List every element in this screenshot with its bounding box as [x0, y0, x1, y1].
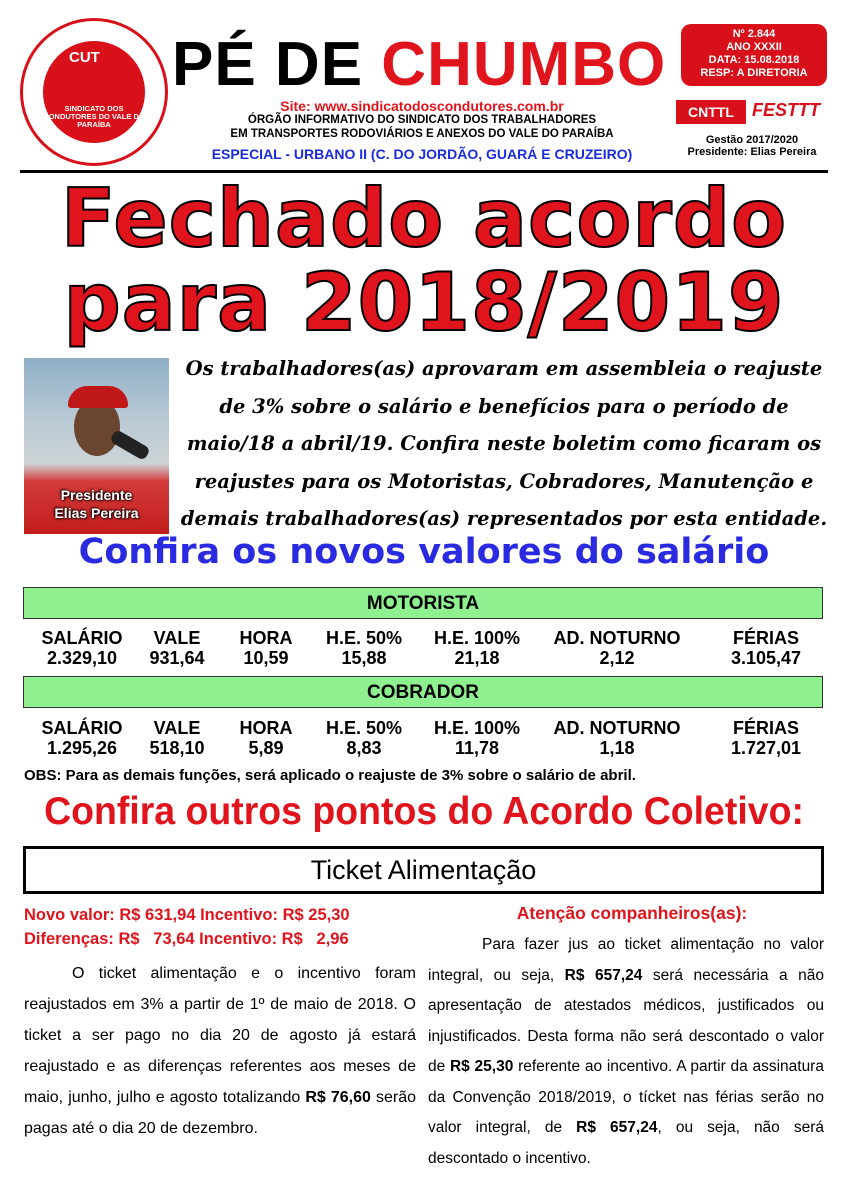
site-link[interactable]: Site: www.sindicatodoscondutores.com.br: [280, 98, 564, 114]
col-value: 10,59: [243, 648, 289, 668]
col-label: AD. NOTURNO: [553, 628, 681, 648]
col-label: VALE: [153, 718, 201, 738]
col-value: 5,89: [248, 738, 284, 758]
photo-caption-line-1: Presidente: [60, 487, 133, 503]
col-label: HORA: [239, 628, 293, 648]
photo-caption-line-2: Elias Pereira: [54, 505, 139, 521]
ticket-title-box: Ticket Alimentação: [23, 846, 824, 894]
col-label: H.E. 50%: [325, 628, 403, 648]
col-value: 21,18: [454, 648, 500, 668]
cobrador-col-noturno: [536, 718, 698, 758]
salary-section-heading: Confira os novos valores do salário: [78, 532, 770, 572]
acordo-section-heading: Confira outros pontos do Acordo Coletivo:: [44, 790, 804, 833]
union-logo: [20, 18, 168, 166]
col-value: 1,18: [599, 738, 635, 758]
diferencas-line: Diferenças: R$ 73,64 Incentivo: R$ 2,96: [24, 930, 349, 948]
col-label: H.E. 100%: [433, 628, 521, 648]
logo-emblem: [43, 41, 145, 143]
obs-note: OBS: Para as demais funções, será aplicado o reajuste de 3% sobre o salário de abril.: [24, 767, 636, 784]
photo-cap: [68, 386, 128, 408]
cobrador-col-hora: [220, 718, 312, 758]
text-run: O ticket alimentação e o incentivo foram reajustados em 3% a partir de 1º de maio de 2018. O ticket a ser pago no dia 20 de agosto já estará reajustado e as diferenças referentes aos meses de maio, junho, julho e agosto totalizando: [24, 965, 416, 1106]
col-label: SALÁRIO: [41, 628, 123, 648]
ticket-paragraph: [24, 958, 416, 1144]
cnttl-logo: CNTTL: [676, 100, 746, 124]
headline-line-2: para 2018/2019: [63, 256, 785, 349]
microphone-icon: [109, 429, 151, 461]
novo-valor-line: Novo valor: R$ 631,94 Incentivo: R$ 25,30: [24, 906, 350, 924]
col-value: 3.105,47: [730, 648, 802, 668]
masthead-title: [172, 30, 672, 100]
motorista-col-hora: [220, 628, 312, 668]
col-value: 1.295,26: [46, 738, 118, 758]
edition-subtitle: ESPECIAL - URBANO II (C. DO JORDÃO, GUARÁ E CRUZEIRO): [211, 146, 633, 162]
motorista-col-he100: [418, 628, 536, 668]
cobrador-band: COBRADOR: [23, 676, 823, 708]
col-value: 518,10: [149, 738, 205, 758]
col-label: FÉRIAS: [732, 718, 799, 738]
col-value: 8,83: [346, 738, 382, 758]
col-label: VALE: [153, 628, 201, 648]
motorista-col-salario: [30, 628, 134, 668]
col-label: HORA: [239, 718, 293, 738]
text-run: será necessária a não apresentação de atestados médicos, justificados ou injustificados. Desta forma não será descontado o valor de: [428, 966, 825, 1075]
festtt-logo: FESTTT: [752, 100, 820, 120]
logo-cut-text: CUT: [69, 49, 100, 66]
col-value: 15,88: [341, 648, 387, 668]
cobrador-col-ferias: [714, 718, 818, 758]
presidente-text: Presidente: Elias Pereira: [687, 146, 817, 158]
motorista-col-ferias: [714, 628, 818, 668]
motorista-band: MOTORISTA: [23, 587, 823, 619]
col-value: 2.329,10: [46, 648, 118, 668]
col-label: FÉRIAS: [732, 628, 799, 648]
motorista-col-he50: [312, 628, 416, 668]
logo-name: SINDICATO DOS CONDUTORES DO VALE DO PARAÍBA: [43, 104, 145, 129]
masthead-title-black: PÉ DE: [172, 30, 382, 99]
bold-amount: R$ 657,24: [576, 1119, 658, 1136]
org-line-1: ÓRGÃO INFORMATIVO DO SINDICATO DOS TRABALHADORES: [247, 114, 597, 126]
motorista-col-noturno: [536, 628, 698, 668]
col-value: 11,78: [454, 738, 500, 758]
text-run: serão pagas até o dia 20 de dezembro.: [24, 1089, 417, 1137]
col-value: 2,12: [599, 648, 635, 668]
issue-info-box: [681, 24, 827, 86]
cobrador-col-he50: [312, 718, 416, 758]
col-label: SALÁRIO: [41, 718, 123, 738]
motorista-col-vale: [134, 628, 220, 668]
issue-date: DATA: 15.08.2018: [708, 54, 800, 66]
cobrador-col-he100: [418, 718, 536, 758]
bold-amount: R$ 25,30: [449, 1058, 514, 1075]
col-value: 931,64: [149, 648, 205, 668]
atencao-heading: Atenção companheiros(as):: [516, 903, 748, 923]
bold-amount: R$ 657,24: [564, 966, 643, 984]
ticket-values: [24, 903, 350, 951]
intro-paragraph: Os trabalhadores(as) aprovaram em assembleia o reajuste de 3% sobre o salário e benefícios para o período de maio/18 a abril/19. Confira neste boletim como ficaram os reajustes para os Motoristas, Cobradores, Manutenção e demais trabalhadores(as) representados por esta entidade.: [180, 357, 828, 530]
photo-caption: [24, 486, 169, 522]
issue-year: ANO XXXII: [726, 41, 782, 53]
col-label: H.E. 100%: [433, 718, 521, 738]
headline-line-1: Fechado acordo: [60, 172, 788, 265]
masthead-title-red: CHUMBO: [381, 30, 667, 99]
atencao-paragraph: [428, 930, 824, 1174]
cobrador-col-vale: [134, 718, 220, 758]
gestao-text: Gestão 2017/2020: [705, 134, 799, 146]
col-label: AD. NOTURNO: [553, 718, 681, 738]
issue-resp: RESP: A DIRETORIA: [700, 67, 808, 79]
text-run: Para fazer jus ao ticket alimentação no valor integral, ou seja,: [428, 936, 824, 984]
text-run: , ou seja, não será descontado o incentivo.: [428, 1119, 825, 1167]
org-line-2: EM TRANSPORTES RODOVIÁRIOS E ANEXOS DO VALE DO PARAÍBA: [230, 128, 614, 140]
text-run: referente ao incentivo. A partir da assinatura da Convenção 2018/2019, o tícket nas férias serão no valor integral, de: [428, 1058, 824, 1136]
col-value: 1.727,01: [730, 738, 802, 758]
bold-amount: R$ 76,60: [305, 1089, 371, 1106]
cobrador-col-salario: [30, 718, 134, 758]
management-info: [676, 134, 828, 158]
issue-number: Nº 2.844: [732, 28, 776, 40]
president-photo: [24, 358, 169, 534]
col-label: H.E. 50%: [325, 718, 403, 738]
